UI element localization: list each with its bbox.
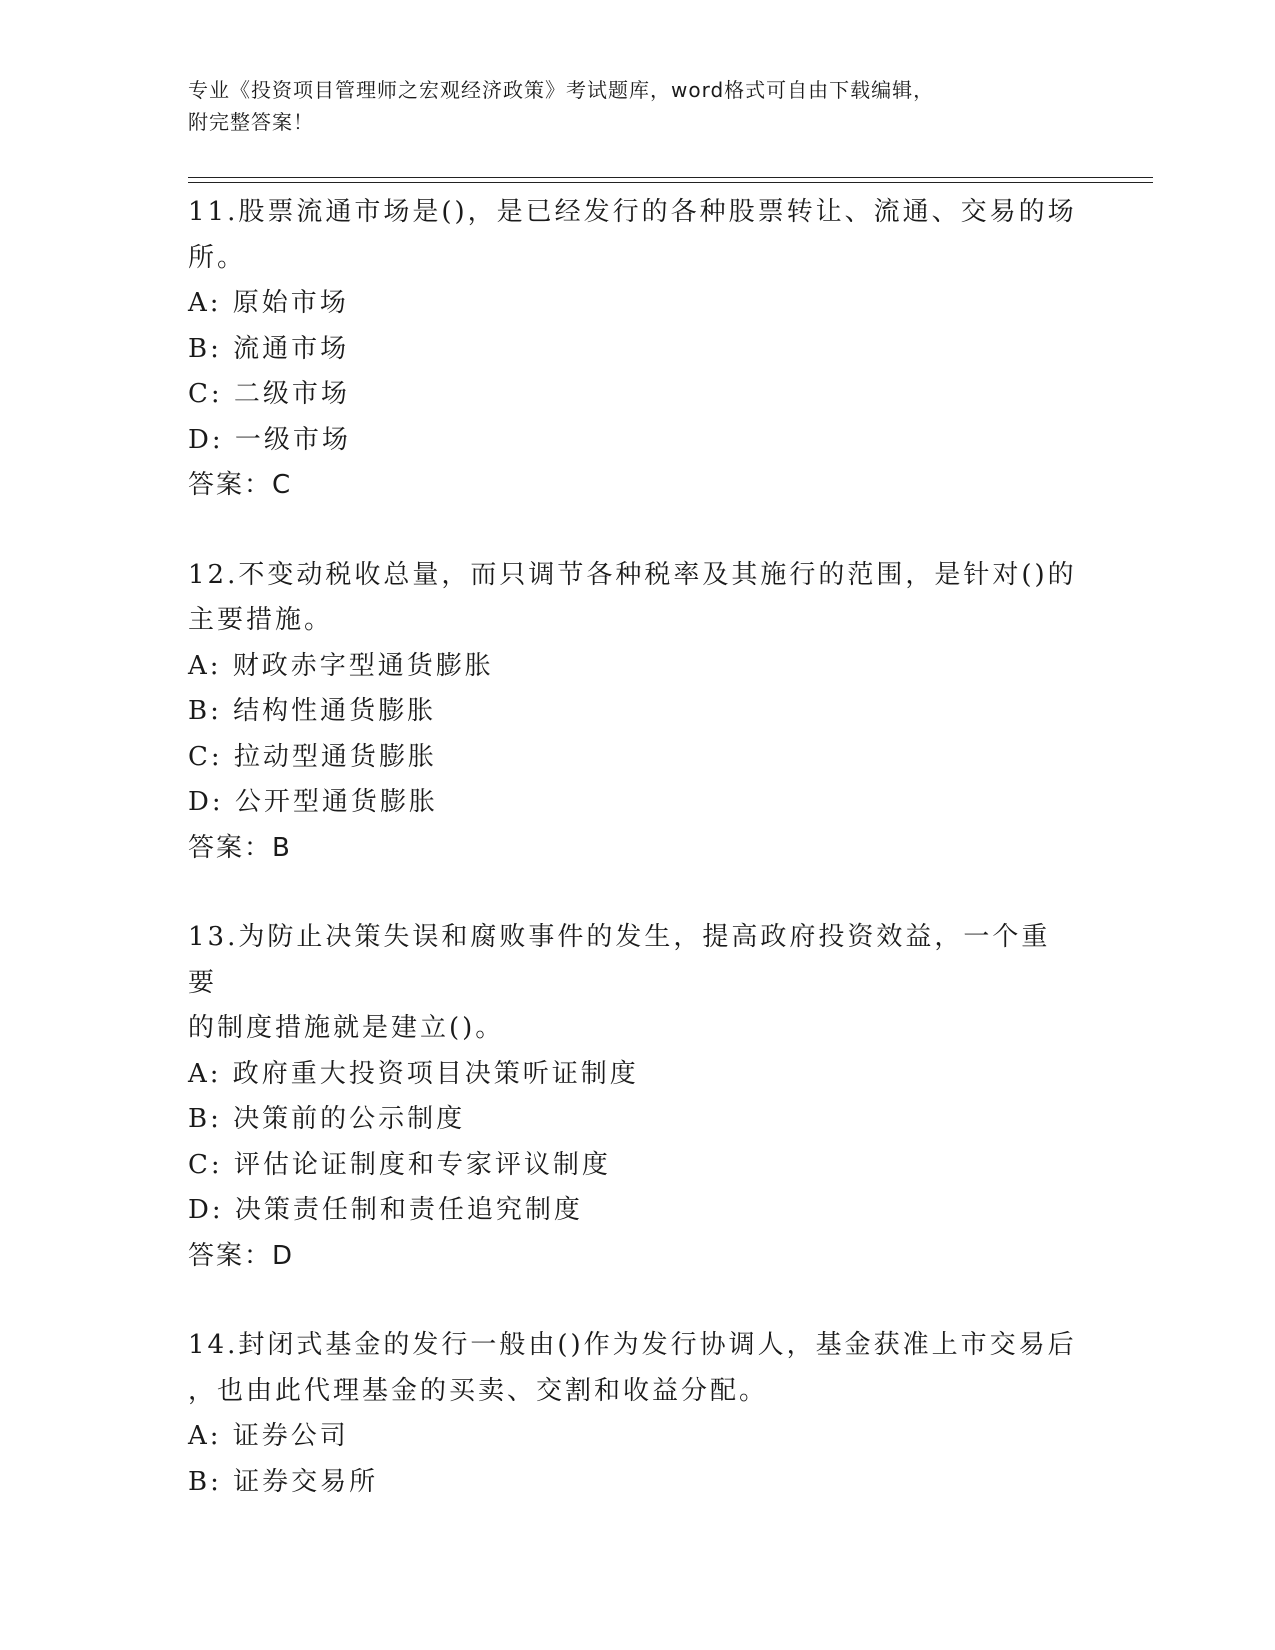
option-a: A: 原始市场 (188, 288, 349, 318)
header-rule-bottom (188, 182, 1153, 183)
header-line-2: 附完整答案！ (188, 110, 314, 134)
option-d: D: 公开型通货膨胀 (188, 787, 438, 817)
option-b: B: 证券交易所 (188, 1466, 379, 1497)
option-b: B: 结构性通货膨胀 (188, 696, 437, 726)
option-c: C: 评估论证制度和专家评议制度 (188, 1149, 611, 1180)
option-a: A: 政府重大投资项目决策听证制度 (188, 1058, 639, 1089)
document-header (188, 74, 1068, 138)
question-stem-continued: 主要措施。 (188, 605, 334, 635)
option-c: C: 拉动型通货膨胀 (188, 741, 437, 772)
option-c: C: 二级市场 (188, 379, 350, 409)
option-b: B: 决策前的公示制度 (188, 1104, 466, 1134)
answer-label: 答案：D (188, 1240, 295, 1271)
answer-label: 答案：C (188, 470, 293, 500)
option-a: A: 财政赤字型通货膨胀 (188, 650, 494, 681)
question-stem: 11.股票流通市场是()，是已经发行的各种股票转让、流通、交易的场 (188, 197, 1077, 227)
option-b: B: 流通市场 (188, 333, 350, 364)
option-d: D: 一级市场 (188, 424, 351, 455)
question-11 (188, 190, 1088, 509)
question-12 (188, 553, 1088, 872)
question-list (188, 190, 1088, 1549)
answer-label: 答案：B (188, 832, 292, 863)
question-stem: 12.不变动税收总量，而只调节各种税率及其施行的范围，是针对()的 (188, 559, 1077, 590)
question-14 (188, 1323, 1088, 1505)
question-13 (188, 915, 1088, 1279)
option-a: A: 证券公司 (188, 1421, 349, 1451)
header-rule-top (188, 177, 1153, 178)
question-stem: 13.为防止决策失误和腐败事件的发生，提高政府投资效益，一个重要 (188, 922, 1051, 998)
question-stem-continued: 所。 (188, 242, 247, 273)
question-stem: 14.封闭式基金的发行一般由()作为发行协调人，基金获准上市交易后 (188, 1330, 1077, 1360)
question-stem-continued: 的制度措施就是建立()。 (188, 1013, 505, 1043)
option-d: D: 决策责任制和责任追究制度 (188, 1195, 583, 1225)
question-stem-continued: ，也由此代理基金的买卖、交割和收益分配。 (188, 1375, 769, 1406)
header-line-1: 专业《投资项目管理师之宏观经济政策》考试题库，word格式可自由下载编辑， (188, 78, 935, 102)
